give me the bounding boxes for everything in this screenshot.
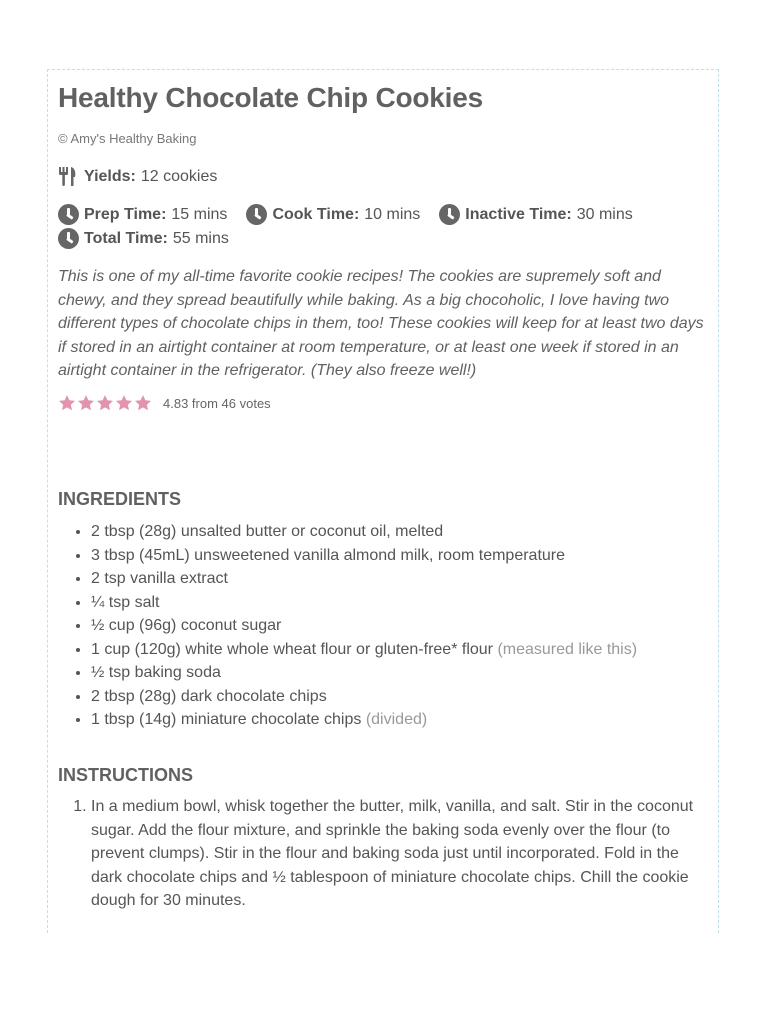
star-icon[interactable] [134,394,152,412]
ingredient-item: • ½ cup (96g) coconut sugar [91,614,731,638]
ingredients-list [58,520,731,732]
cook-time-value: 10 mins [364,205,421,223]
recipe-author: © Amy's Healthy Baking [58,131,197,146]
ingredient-item: • 3 tbsp (45mL) unsweetened vanilla almond milk, room temperature [91,544,731,568]
total-time-label: Total Time: [84,229,168,247]
ingredient-item: • ¼ tsp salt [91,591,731,615]
ingredient-note: (divided) [365,711,428,728]
instructions-list [58,795,711,913]
recipe-summary: This is one of my all-time favorite cookie recipes! The cookies are supremely soft and chewy, and they spread beautifully while baking. As a big chocoholic, I love having two different types of chocolate chips in them, too! These cookies will keep for at least two days if stored in an airtight container at room temperature, or at least one week if stored in an airtight container in the refrigerator. (They also freeze well!) [58,268,704,379]
clock-icon [439,204,460,225]
ingredients-heading: INGREDIENTS [58,489,182,509]
rating[interactable] [58,394,271,412]
fork-knife-icon [58,166,78,187]
ingredient-item: • ½ tsp baking soda [91,661,731,685]
star-icon[interactable] [58,394,76,412]
recipe-card [47,69,719,933]
inactive-time-label: Inactive Time: [465,205,572,223]
total-time-value: 55 mins [172,229,229,247]
clock-icon [58,228,79,249]
clock-icon [246,204,267,225]
star-icon[interactable] [96,394,114,412]
ingredient-item: • 2 tbsp (28g) dark chocolate chips [91,685,731,709]
instructions-heading: INSTRUCTIONS [58,765,193,785]
cook-time [246,204,420,225]
recipe-title: Healthy Chocolate Chip Cookies [58,82,483,113]
times-row [58,204,652,225]
cook-time-label: Cook Time: [272,205,360,223]
yields-row [58,166,217,187]
yields-label: Yields: [84,167,136,185]
prep-time [58,204,227,225]
total-time-row [58,228,248,249]
inactive-time [439,204,632,225]
total-time [58,228,229,249]
ingredient-item: • 1 cup (120g) white whole wheat flour or gluten-free* flour (measured like this) [91,638,731,662]
star-icon[interactable] [77,394,95,412]
prep-time-value: 15 mins [171,205,228,223]
clock-icon [58,204,79,225]
ingredient-item: • 2 tsp vanilla extract [91,567,731,591]
prep-time-label: Prep Time: [84,205,167,223]
ingredient-item: • 2 tbsp (28g) unsalted butter or coconut oil, melted [91,520,731,544]
rating-text: 4.83 from 46 votes [163,395,271,411]
ingredient-item: • 1 tbsp (14g) miniature chocolate chips (divided) [91,708,731,732]
inactive-time-value: 30 mins [576,205,633,223]
ingredient-note[interactable]: (measured like this) [497,640,638,658]
star-icon[interactable] [115,394,133,412]
yields-value: 12 cookies [140,167,218,185]
instruction-step: 1. In a medium bowl, whisk together the butter, milk, vanilla, and salt. Stir in the coconut sugar. Add the flour mixture, and sprinkle the baking soda evenly over the flour (to prevent clumps). Stir in the flour and baking soda just until incorporated. Fold in the dark chocolate chips and ½ tablespoon of miniature chocolate chips. Chill the cookie dough for 30 minutes. [91,795,711,913]
